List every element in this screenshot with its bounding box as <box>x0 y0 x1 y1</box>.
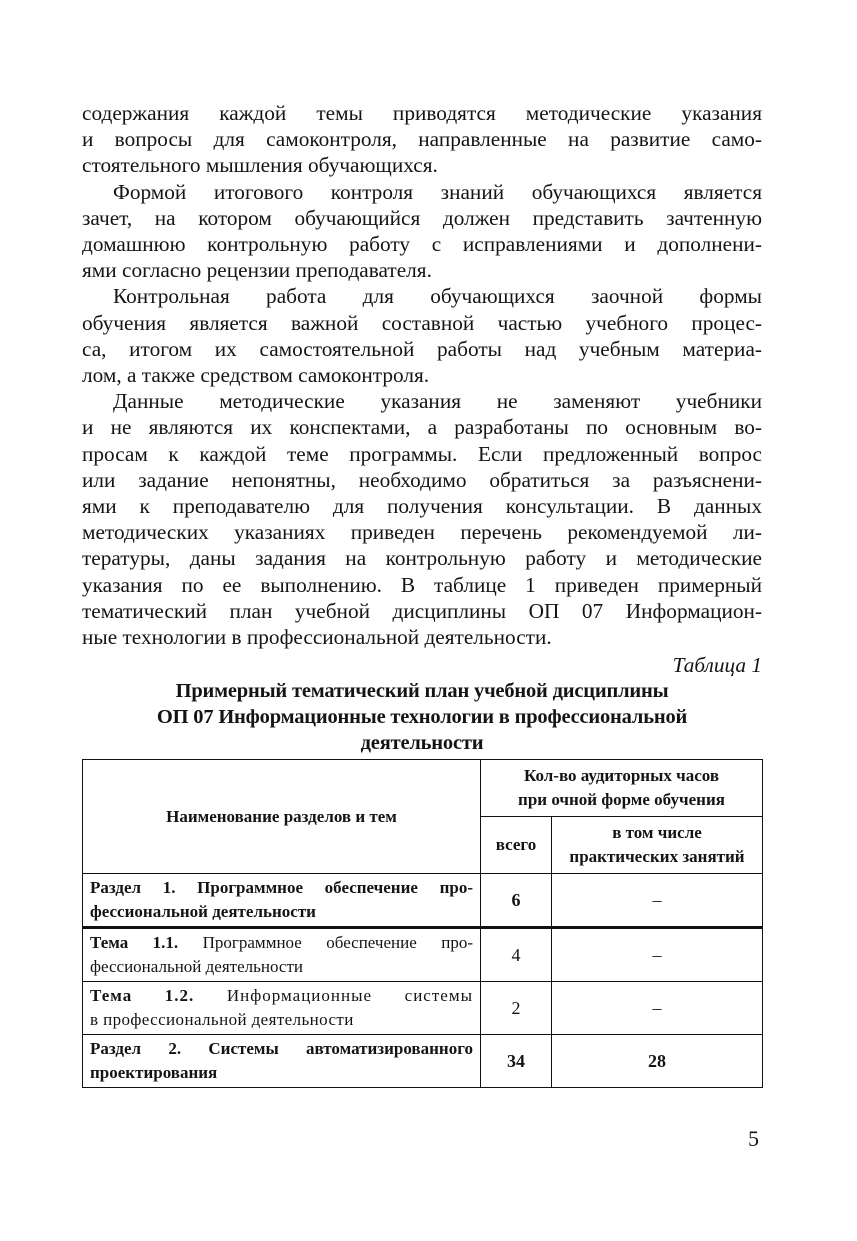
text-line: са, итогом их самостоятельной работы над учебным материа- <box>82 336 762 361</box>
header-hours-group-line: при очной форме обучения <box>518 790 725 810</box>
text-line: содержания каждой темы приводятся методические указания <box>82 101 762 125</box>
text-line: методических указаниях приведен перечень рекомендуемой ли- <box>82 520 762 545</box>
row-title-line2: в профессиональной деятельности <box>90 1010 354 1030</box>
text-line: и не являются их конспектами, а разработаны по основным во- <box>82 415 762 440</box>
text-line: ные технологии в профессиональной деятельности. <box>82 625 552 650</box>
body-paragraph-4 <box>82 388 762 650</box>
row-title-line2: проектирования <box>90 1063 218 1083</box>
row-title: Программное обеспечение про- <box>178 933 473 953</box>
thematic-plan-table <box>82 759 763 1088</box>
text-line: Формой итогового контроля знаний обучающихся является <box>113 179 762 204</box>
table-title-line: Примерный тематический план учебной дисциплины <box>175 680 669 703</box>
table-title <box>82 678 762 756</box>
text-line: Данные методические указания не заменяют учебники <box>113 389 762 414</box>
row-title: Информационные системы <box>194 986 473 1006</box>
page-number: 5 <box>748 1126 759 1151</box>
header-hours-group-line: Кол-во аудиторных часов <box>523 766 720 786</box>
header-practical-line: в том числе <box>612 823 702 843</box>
table-row-topic-1-1 <box>83 928 763 982</box>
table-row-section-1 <box>83 874 763 928</box>
text-line: Контрольная работа для обучающихся заочной формы <box>113 284 762 309</box>
text-line: ями согласно рецензии преподавателя. <box>82 258 432 283</box>
row-practical-hours: – <box>552 928 763 982</box>
row-practical-hours: – <box>552 874 763 928</box>
text-line: домашнюю контрольную работу с исправлениями и дополнени- <box>82 232 762 257</box>
text-line: тематический план учебной дисциплины ОП 07 Информацион- <box>82 598 762 623</box>
row-title-line2: фессиональной деятельности <box>90 902 316 922</box>
row-title: Системы автоматизированного <box>181 1039 473 1059</box>
row-name <box>83 982 481 1035</box>
text-line: или задание непонятны, необходимо обратиться за разъяснени- <box>82 467 762 492</box>
text-line: лом, а также средством самоконтроля. <box>82 363 430 388</box>
header-practical <box>552 817 763 874</box>
row-prefix: Раздел 2. <box>90 1039 182 1059</box>
row-total-hours: 34 <box>481 1035 552 1088</box>
row-name <box>83 1035 481 1088</box>
text-line: и вопросы для самоконтроля, направленные на развитие само- <box>82 127 762 152</box>
text-line: обучения является важной составной частью учебного процес- <box>82 310 762 335</box>
row-prefix: Раздел 1. <box>90 878 176 898</box>
text-line: просам к каждой теме программы. Если предложенный вопрос <box>82 441 762 466</box>
row-practical-hours: – <box>552 982 763 1035</box>
row-total-hours: 2 <box>481 982 552 1035</box>
row-title-line2: фессиональной деятельности <box>90 957 303 977</box>
header-total: всего <box>481 817 552 874</box>
table-row-topic-1-2 <box>83 982 763 1035</box>
row-total-hours: 6 <box>481 874 552 928</box>
body-paragraph-1 <box>82 100 762 179</box>
table-title-line: деятельности <box>360 732 484 755</box>
text-line: стоятельного мышления обучающихся. <box>82 153 438 178</box>
text-line: зачет, на котором обучающийся должен представить зачтенную <box>82 205 762 230</box>
table-row-section-2 <box>83 1035 763 1088</box>
header-hours-group <box>481 760 763 817</box>
header-section-name: Наименование разделов и тем <box>83 760 481 874</box>
page-body <box>82 100 762 1088</box>
row-prefix: Тема 1.1. <box>90 933 179 953</box>
row-prefix: Тема 1.2. <box>90 986 195 1006</box>
row-practical-hours: 28 <box>552 1035 763 1088</box>
body-paragraph-2 <box>82 179 762 284</box>
row-title: Программное обеспечение про- <box>175 878 473 898</box>
table-label: Таблица 1 <box>672 653 762 678</box>
table-title-line: ОП 07 Информационные технологии в профессиональной <box>156 706 688 729</box>
text-line: указания по ее выполнению. В таблице 1 приведен примерный <box>82 572 762 597</box>
header-practical-line: практических занятий <box>569 847 745 867</box>
row-name <box>83 928 481 982</box>
table-header-row <box>83 760 763 817</box>
row-total-hours: 4 <box>481 928 552 982</box>
row-name <box>83 874 481 928</box>
text-line: ями к преподавателю для получения консультации. В данных <box>82 494 762 519</box>
body-paragraph-3 <box>82 283 762 388</box>
text-line: тературы, даны задания на контрольную работу и методические <box>82 546 762 571</box>
